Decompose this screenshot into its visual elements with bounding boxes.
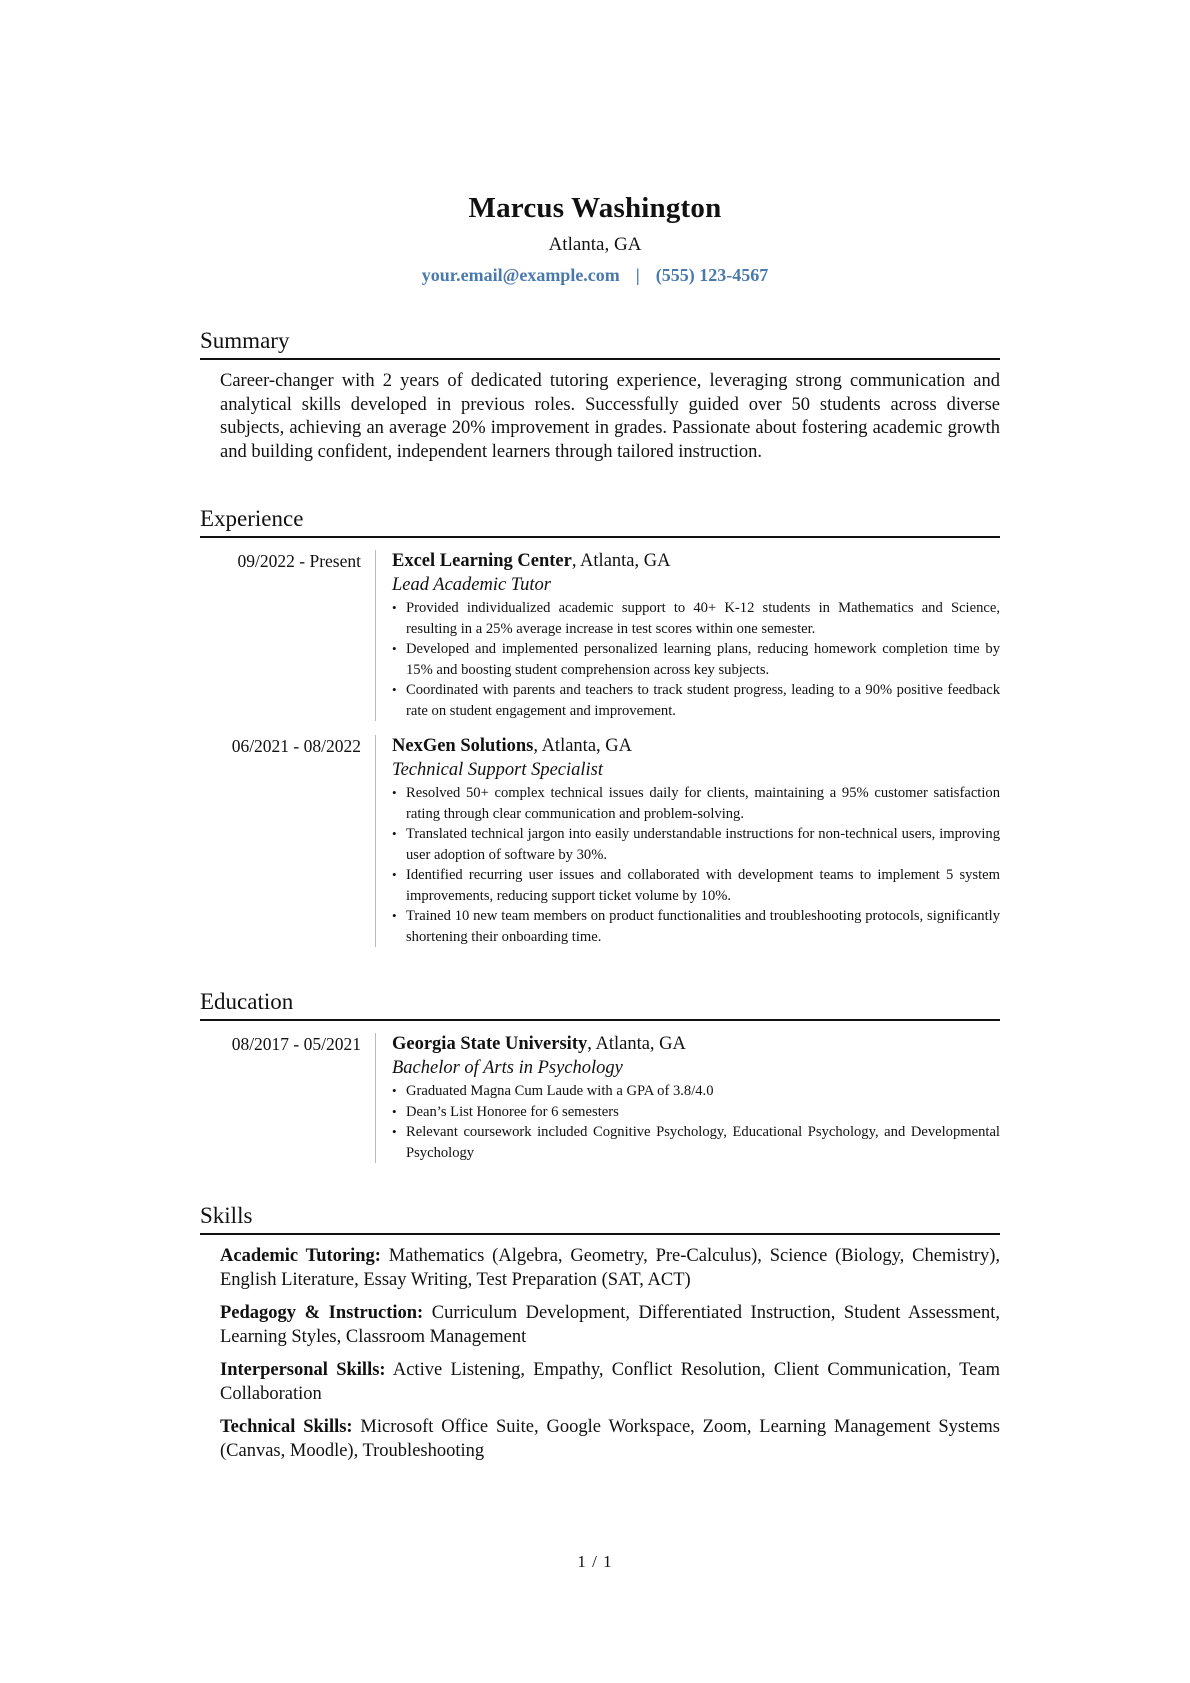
organization-place: , Atlanta, GA [571, 551, 671, 571]
entry-date: 09/2022 - Present [200, 550, 376, 721]
entry-date: 06/2021 - 08/2022 [200, 735, 376, 947]
skill-text: Active Listening, Empathy, Conflict Resolution, Client Communication, Team Collaboration [220, 1360, 1000, 1404]
contact-line [0, 262, 1190, 288]
entry-bullets [392, 783, 1000, 947]
skill-label: Interpersonal Skills: [220, 1360, 386, 1380]
bullet-item: • Relevant coursework included Cognitive Psychology, Educational Psychology, and Developmental Psychology [392, 1122, 1000, 1163]
entry-bullets [392, 598, 1000, 721]
bullet-item: • Developed and implemented personalized learning plans, reducing homework completion time by 15% and boosting student comprehension across key subjects. [392, 639, 1000, 680]
entry-role: Lead Academic Tutor [392, 575, 551, 595]
bullet-item: • Resolved 50+ complex technical issues daily for clients, maintaining a 95% customer satisfaction rating through clear communication and problem-solving. [392, 783, 1000, 824]
entry-body [376, 550, 1000, 721]
section-title-education: Education [200, 987, 1000, 1021]
skill-item [220, 1245, 1000, 1292]
entry-organization [392, 1033, 1000, 1056]
bullet-item: • Graduated Magna Cum Laude with a GPA of 3.8/4.0 [392, 1081, 1000, 1102]
organization-place: , Atlanta, GA [587, 1034, 686, 1054]
section-title-summary: Summary [200, 326, 1000, 360]
skill-text: Microsoft Office Suite, Google Workspace, Zoom, Learning Management Systems (Canvas, Moodle), Troubleshooting [220, 1417, 1001, 1461]
experience-entry [200, 735, 1000, 947]
candidate-location: Atlanta, GA [548, 234, 642, 255]
entry-organization [392, 735, 1000, 758]
entry-bullets [392, 1081, 1000, 1163]
organization-name: Georgia State University [392, 1034, 588, 1054]
section-title-skills: Skills [200, 1201, 1000, 1235]
bullet-item: • Provided individualized academic support to 40+ K-12 students in Mathematics and Science, resulting in a 25% average increase in test scores within one semester. [392, 598, 1000, 639]
bullet-item: • Trained 10 new team members on product functionalities and troubleshooting protocols, significantly shortening their onboarding time. [392, 906, 1000, 947]
skill-label: Academic Tutoring: [220, 1246, 381, 1266]
skill-item [220, 1416, 1000, 1463]
skill-item [220, 1359, 1000, 1406]
email-link[interactable]: your.email@example.com [421, 265, 620, 285]
entry-role: Technical Support Specialist [392, 760, 604, 780]
entry-organization [392, 550, 1000, 573]
organization-place: , Atlanta, GA [533, 736, 632, 756]
skills-section [200, 1201, 1000, 1463]
entry-role: Bachelor of Arts in Psychology [392, 1058, 623, 1078]
resume-header [0, 190, 1190, 288]
candidate-name: Marcus Washington [468, 192, 722, 224]
education-section [200, 987, 1000, 1163]
section-title-experience: Experience [200, 504, 1000, 538]
bullet-item: • Identified recurring user issues and collaborated with development teams to implement 5 system improvements, reducing support ticket volume by 10%. [392, 865, 1000, 906]
skill-label: Pedagogy & Instruction: [220, 1303, 424, 1323]
skill-item [220, 1302, 1000, 1349]
contact-separator: | [635, 265, 640, 285]
education-entry [200, 1033, 1000, 1163]
entry-body [376, 1033, 1000, 1163]
skill-label: Technical Skills: [220, 1417, 353, 1437]
skill-text: Curriculum Development, Differentiated Instruction, Student Assessment, Learning Styles, Classroom Management [220, 1303, 1000, 1347]
bullet-item: • Coordinated with parents and teachers to track student progress, leading to a 90% positive feedback rate on student engagement and improvement. [392, 680, 1000, 721]
experience-entry [200, 550, 1000, 721]
bullet-item: • Translated technical jargon into easily understandable instructions for non-technical users, improving user adoption of software by 30%. [392, 824, 1000, 865]
entry-date: 08/2017 - 05/2021 [200, 1033, 376, 1163]
experience-section [200, 504, 1000, 947]
skill-text: Mathematics (Algebra, Geometry, Pre-Calculus), Science (Biology, Chemistry), English Literature, Essay Writing, Test Preparation (SAT, ACT) [220, 1246, 1000, 1290]
phone-link[interactable]: (555) 123-4567 [655, 265, 769, 285]
summary-text: Career-changer with 2 years of dedicated tutoring experience, leveraging strong communication and analytical skills developed in previous roles. Successfully guided over 50 students across diverse subjects, achieving an average 20% improvement in grades. Passionate about fostering academic growth and building confident, independent learners through tailored instruction. [220, 371, 1000, 462]
bullet-item: • Dean’s List Honoree for 6 semesters [392, 1102, 1000, 1123]
summary-section [200, 326, 1000, 464]
entry-body [376, 735, 1000, 947]
page-number: 1 / 1 [577, 1552, 613, 1571]
organization-name: NexGen Solutions [392, 736, 534, 756]
organization-name: Excel Learning Center [392, 551, 572, 571]
